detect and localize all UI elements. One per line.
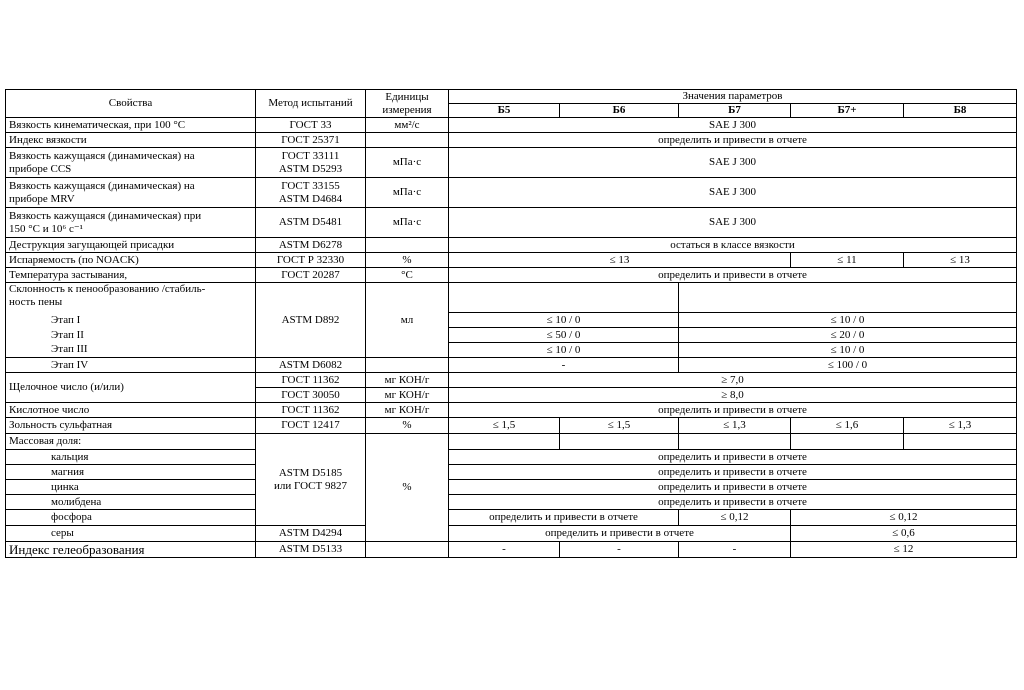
row-name: Температура застывания,: [6, 268, 256, 283]
row-value: SAE J 300: [449, 148, 1017, 178]
table-row: [6, 418, 1017, 434]
table-row: [6, 238, 1017, 253]
table-row: [6, 450, 1017, 465]
row-method-line1: ASTM D5185: [278, 466, 343, 479]
row-method: [256, 148, 366, 178]
row-name: [6, 178, 256, 208]
row-value: ≤ 0,12: [679, 510, 791, 526]
row-value: ≤ 1,6: [791, 418, 904, 434]
row-method: [256, 434, 366, 526]
table-row: [6, 178, 1017, 208]
row-name-line2: 150 °C и 10⁶ с⁻¹: [9, 222, 83, 235]
row-method-line1: ГОСТ 33155: [281, 179, 340, 192]
row-method-line1: ГОСТ 33111: [281, 149, 340, 162]
row-method: [256, 178, 366, 208]
row-unit: %: [366, 418, 449, 434]
row-value: ≤ 10 / 0: [449, 343, 679, 358]
row-value: -: [560, 542, 679, 558]
row-name-line2: ность пены: [9, 296, 63, 308]
row-value: определить и привести в отчете: [449, 450, 1017, 465]
table-row: [6, 358, 1017, 373]
table-row: [6, 313, 1017, 328]
row-value: определить и привести в отчете: [449, 133, 1017, 148]
row-name: Этап I: [6, 313, 256, 328]
row-method-line2: или ГОСТ 9827: [274, 479, 347, 492]
row-method: ASTM D5133: [256, 542, 366, 558]
table-row: [6, 403, 1017, 418]
row-method-line2: ASTM D4684: [278, 192, 343, 205]
header-units: Единицы измерения: [366, 90, 449, 118]
row-name: Зольность сульфатная: [6, 418, 256, 434]
row-method: ASTM D6082: [256, 358, 366, 373]
row-value: ≤ 1,5: [449, 418, 560, 434]
row-method: ГОСТ 33: [256, 118, 366, 133]
row-method: ASTM D6278: [256, 238, 366, 253]
row-value: ≤ 10 / 0: [679, 313, 1017, 328]
header-method: Метод испытаний: [256, 90, 366, 118]
row-name: фосфора: [6, 510, 256, 526]
table-row: [6, 283, 1017, 313]
row-name: Массовая доля:: [6, 434, 256, 450]
row-name: кальция: [6, 450, 256, 465]
row-value: ≤ 11: [791, 253, 904, 268]
table-row: [6, 148, 1017, 178]
row-value: ≤ 1,3: [679, 418, 791, 434]
table-row: [6, 253, 1017, 268]
row-name: магния: [6, 465, 256, 480]
table-row: [6, 526, 1017, 542]
row-unit: °C: [366, 268, 449, 283]
header-grade-b5: Б5: [449, 104, 560, 118]
row-name: [6, 148, 256, 178]
table-row: [6, 434, 1017, 450]
row-value: ≤ 13: [904, 253, 1017, 268]
row-method: ГОСТ 11362: [256, 373, 366, 388]
row-name: Индекс гелеобразования: [6, 542, 256, 558]
table-row: [6, 465, 1017, 480]
row-method: ГОСТ 30050: [256, 388, 366, 403]
row-method: ASTM D4294: [256, 526, 366, 542]
table-row: [6, 118, 1017, 133]
row-method-line2: ASTM D5293: [278, 162, 343, 175]
row-unit: мл: [366, 283, 449, 358]
row-unit: мм²/с: [366, 118, 449, 133]
row-value: определить и привести в отчете: [449, 268, 1017, 283]
row-unit: %: [366, 434, 449, 542]
row-method: ASTM D892: [256, 283, 366, 358]
row-method: ASTM D5481: [256, 208, 366, 238]
row-value: определить и привести в отчете: [449, 495, 1017, 510]
row-name-line2: приборе CCS: [9, 162, 72, 175]
row-name: молибдена: [6, 495, 256, 510]
row-unit: [366, 133, 449, 148]
table-row: [6, 133, 1017, 148]
table-row: [6, 495, 1017, 510]
row-value: -: [449, 542, 560, 558]
table-row: [6, 510, 1017, 526]
row-value: определить и привести в отчете: [449, 465, 1017, 480]
header-grade-b7plus: Б7+: [791, 104, 904, 118]
row-unit: мПа·с: [366, 208, 449, 238]
row-value: ≤ 12: [791, 542, 1017, 558]
spec-table: [5, 89, 1017, 558]
row-value: определить и привести в отчете: [449, 480, 1017, 495]
row-name: Испаряемость (по NOACK): [6, 253, 256, 268]
row-unit: [366, 238, 449, 253]
row-name: Щелочное число (и/или): [6, 373, 256, 403]
row-value: ≥ 8,0: [449, 388, 1017, 403]
row-value: ≤ 20 / 0: [679, 328, 1017, 343]
row-name: Этап IV: [6, 358, 256, 373]
row-value: ≤ 1,3: [904, 418, 1017, 434]
row-unit: мг КОН/г: [366, 388, 449, 403]
row-name: цинка: [6, 480, 256, 495]
row-unit: мг КОН/г: [366, 373, 449, 388]
header-values: Значения параметров: [449, 90, 1017, 104]
row-unit: %: [366, 253, 449, 268]
row-value: ≤ 10 / 0: [679, 343, 1017, 358]
header-grade-b7: Б7: [679, 104, 791, 118]
row-value: ≤ 10 / 0: [449, 313, 679, 328]
row-name-line1: Вязкость кажущаяся (динамическая) на: [9, 149, 195, 162]
table-row: [6, 343, 1017, 358]
row-value: ≤ 100 / 0: [679, 358, 1017, 373]
row-unit: мПа·с: [366, 178, 449, 208]
row-name: [6, 283, 256, 313]
row-name-line2: приборе MRV: [9, 192, 75, 205]
row-name-line1: Вязкость кажущаяся (динамическая) при: [9, 209, 202, 222]
row-name: Деструкция загущающей присадки: [6, 238, 256, 253]
row-unit: мПа·с: [366, 148, 449, 178]
row-value: ≤ 50 / 0: [449, 328, 679, 343]
row-name: [6, 208, 256, 238]
row-value: ≤ 13: [449, 253, 791, 268]
table-row: [6, 268, 1017, 283]
row-method: ГОСТ 25371: [256, 133, 366, 148]
row-value: определить и привести в отчете: [449, 403, 1017, 418]
table-row: [6, 480, 1017, 495]
row-name-line1: Вязкость кажущаяся (динамическая) на: [9, 179, 195, 192]
row-value: ≥ 7,0: [449, 373, 1017, 388]
row-value: -: [679, 542, 791, 558]
row-unit: [366, 542, 449, 558]
row-name: Вязкость кинематическая, при 100 °C: [6, 118, 256, 133]
row-value: определить и привести в отчете: [449, 526, 791, 542]
table-row: [6, 373, 1017, 388]
row-value: SAE J 300: [449, 118, 1017, 133]
row-value: остаться в классе вязкости: [449, 238, 1017, 253]
row-value: ≤ 0,6: [791, 526, 1017, 542]
table-row: [6, 208, 1017, 238]
row-method: ГОСТ 12417: [256, 418, 366, 434]
table-row: [6, 328, 1017, 343]
row-method: ГОСТ Р 32330: [256, 253, 366, 268]
row-method: ГОСТ 11362: [256, 403, 366, 418]
row-name: Этап III: [6, 343, 256, 358]
row-name: Этап II: [6, 328, 256, 343]
row-value: ≤ 0,12: [791, 510, 1017, 526]
row-name-line1: Склонность к пенообразованию /стабиль-: [9, 283, 206, 295]
row-name: Кислотное число: [6, 403, 256, 418]
header-grade-b6: Б6: [560, 104, 679, 118]
row-unit: мг КОН/г: [366, 403, 449, 418]
table-row: [6, 542, 1017, 558]
row-name: Индекс вязкости: [6, 133, 256, 148]
row-value: определить и привести в отчете: [449, 510, 679, 526]
row-method: ГОСТ 20287: [256, 268, 366, 283]
header-property: Свойства: [6, 90, 256, 118]
row-value: SAE J 300: [449, 208, 1017, 238]
row-value: SAE J 300: [449, 178, 1017, 208]
row-value: ≤ 1,5: [560, 418, 679, 434]
row-value: -: [449, 358, 679, 373]
row-name: серы: [6, 526, 256, 542]
header-grade-b8: Б8: [904, 104, 1017, 118]
